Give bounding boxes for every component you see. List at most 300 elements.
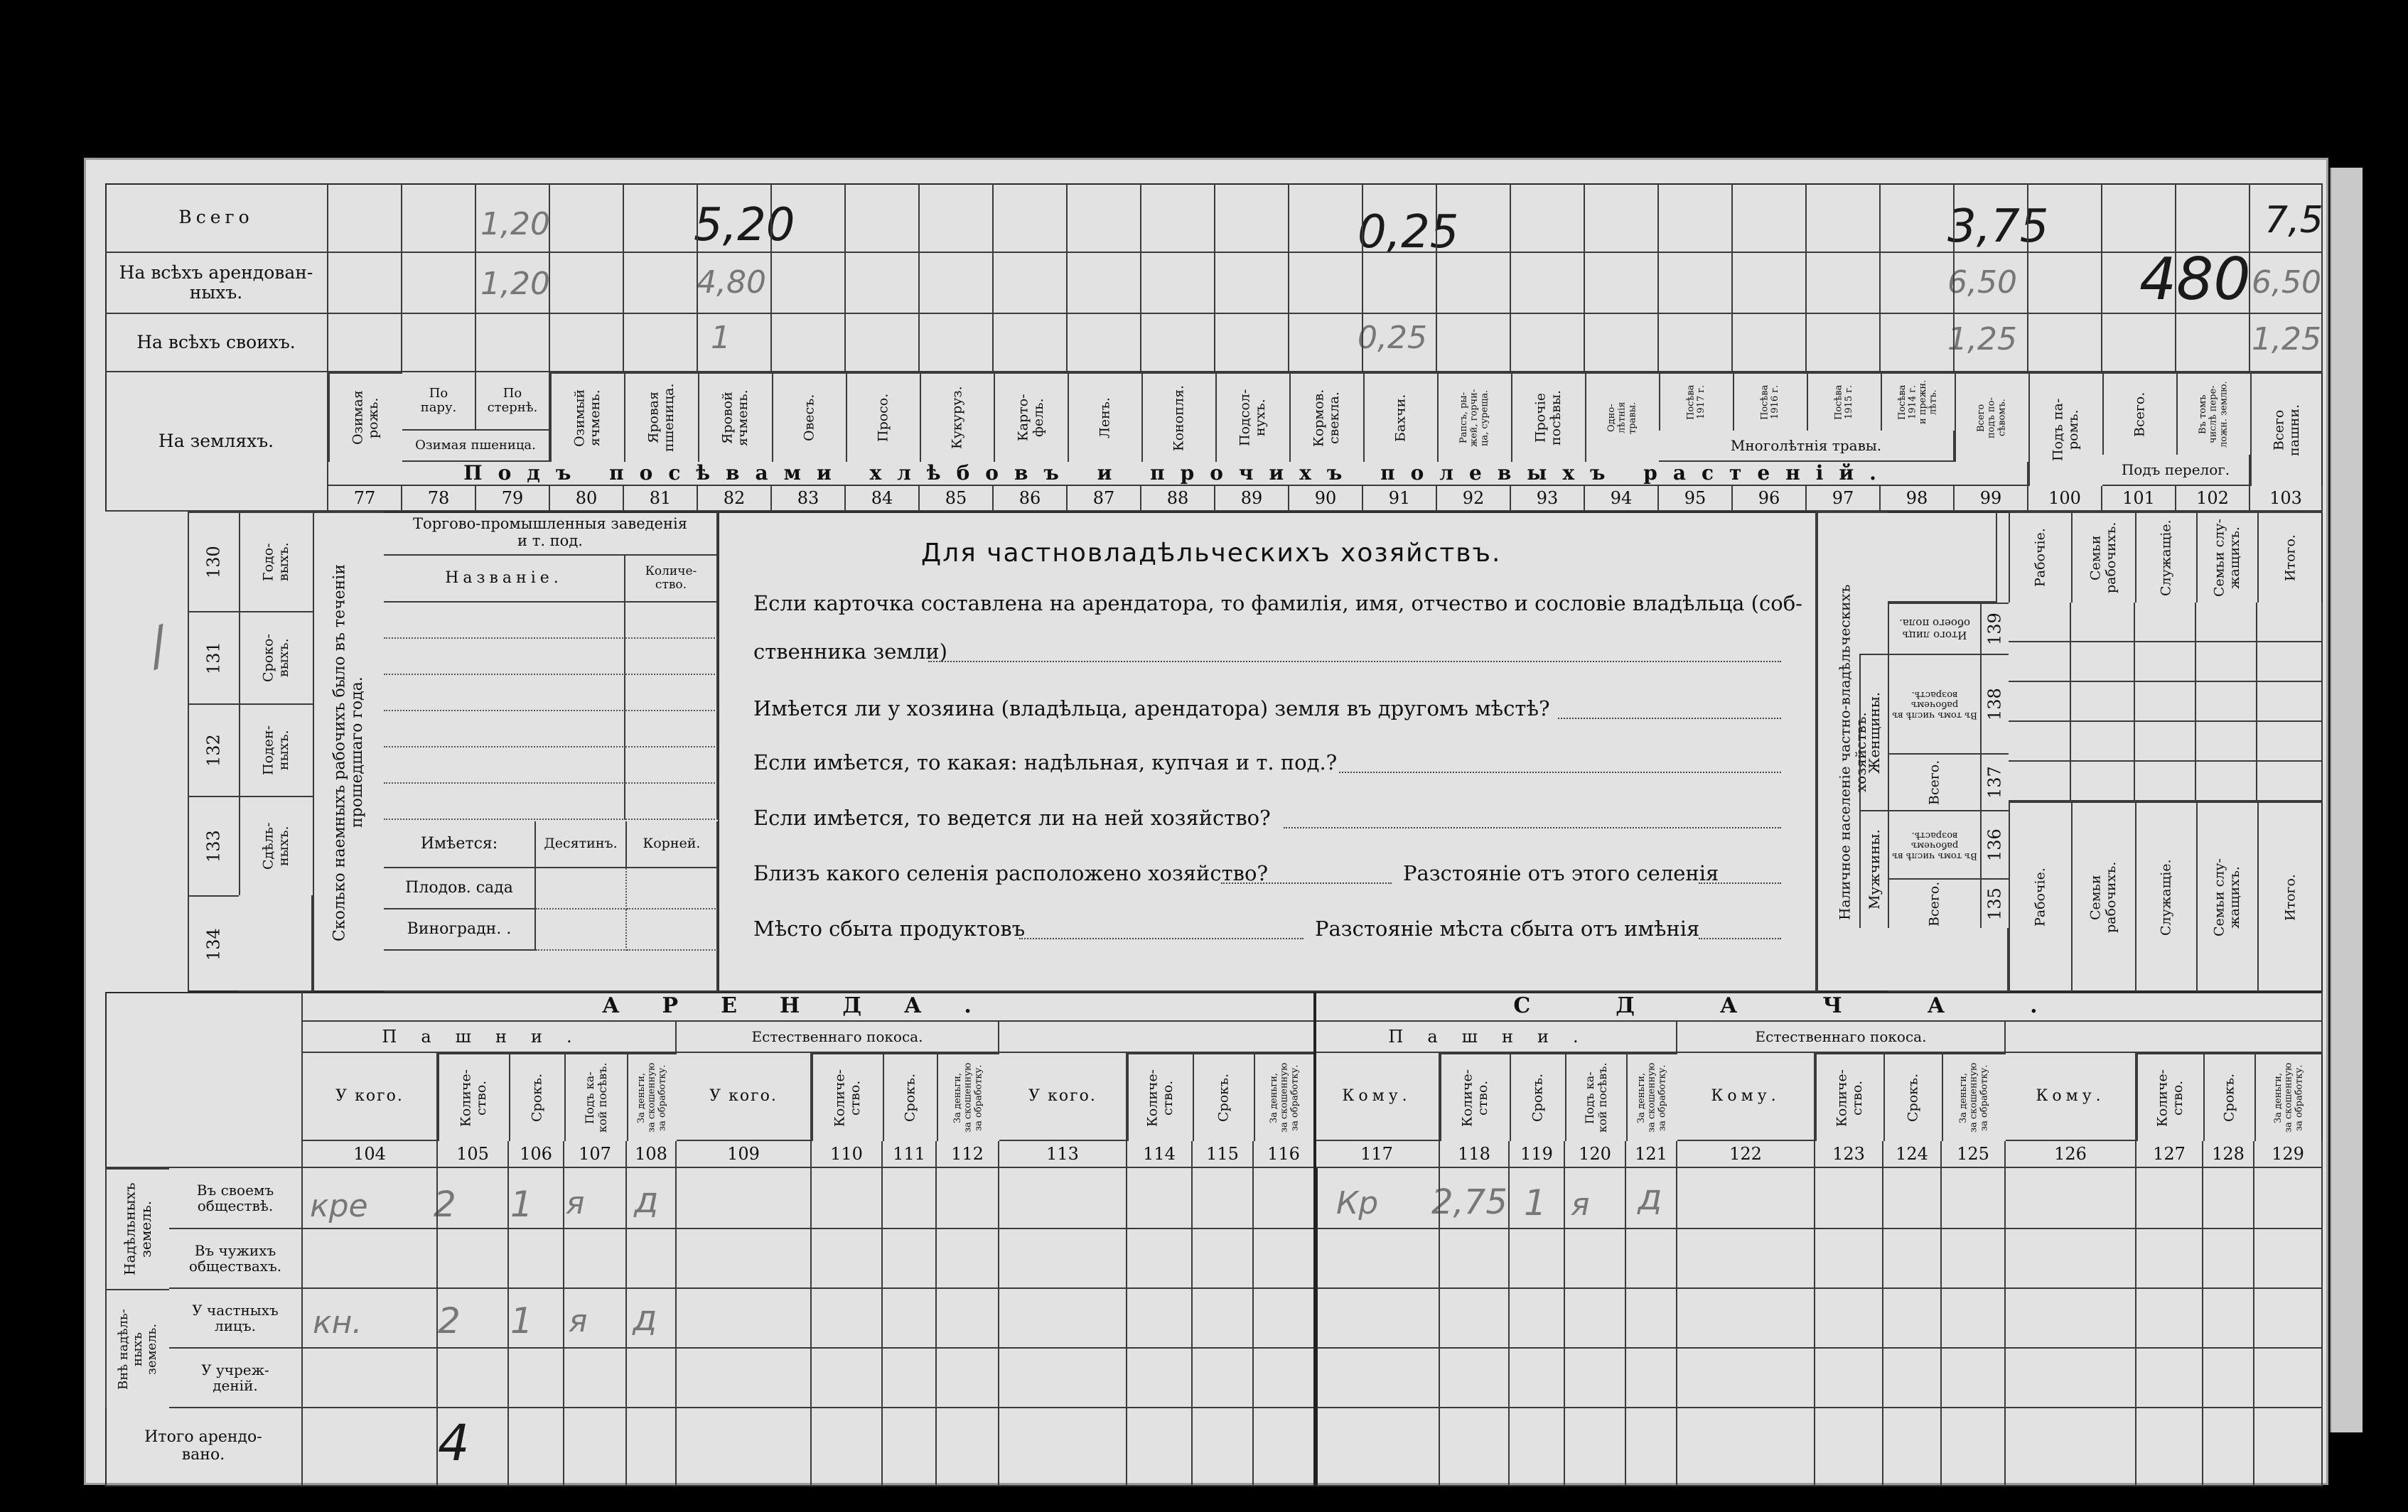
orchard-korney[interactable] — [627, 868, 718, 909]
lease-cell[interactable] — [1677, 1408, 1815, 1486]
lease-cell[interactable] — [1127, 1229, 1193, 1289]
crop-cell[interactable] — [2176, 253, 2250, 314]
column-number: 85 — [920, 486, 994, 512]
column-number: 100 — [2028, 486, 2102, 512]
crop-cell[interactable] — [328, 253, 402, 314]
lease-cell[interactable] — [1193, 1408, 1254, 1486]
hired-number: 130 — [188, 512, 239, 611]
lease-cell[interactable] — [999, 1229, 1127, 1289]
lease-cell[interactable] — [1254, 1289, 1315, 1349]
employee-cell[interactable] — [2135, 722, 2196, 762]
lease-cell[interactable] — [1127, 1349, 1193, 1408]
crop-cell[interactable] — [2102, 253, 2176, 314]
lease-cell[interactable] — [2203, 1168, 2254, 1229]
col-fallow: Подъ перелог. — [2102, 455, 2250, 486]
crop-cell[interactable] — [772, 253, 846, 314]
lease-cell[interactable] — [1565, 1408, 1626, 1486]
lease-cell[interactable] — [2203, 1229, 2254, 1289]
hw-own-community-term: 1 — [510, 1184, 533, 1225]
crop-cell[interactable] — [1437, 183, 1511, 253]
lease-cell[interactable] — [812, 1229, 883, 1289]
lease-cell[interactable] — [564, 1408, 627, 1486]
lease-cell[interactable] — [438, 1168, 509, 1229]
lease-cell[interactable] — [1677, 1229, 1815, 1289]
lease-cell[interactable] — [1254, 1168, 1315, 1229]
employee-cell[interactable] — [2071, 642, 2135, 682]
employee-cell[interactable] — [2071, 682, 2135, 722]
lease-cell[interactable] — [1315, 1349, 1440, 1408]
employee-cell[interactable] — [2196, 603, 2257, 642]
lease-cell[interactable] — [1440, 1229, 1510, 1289]
lease-cell[interactable] — [1440, 1349, 1510, 1408]
answer-village-distance[interactable] — [1699, 882, 1781, 884]
lease-cell[interactable] — [303, 1289, 438, 1349]
employee-cell[interactable] — [2009, 682, 2071, 722]
lease-cell[interactable] — [1942, 1168, 2006, 1229]
lease-col-header: Подъ ка- кой посѣвъ. — [564, 1053, 627, 1141]
lease-cell[interactable] — [812, 1289, 883, 1349]
lease-cell[interactable] — [677, 1289, 812, 1349]
crop-cell[interactable] — [1659, 183, 1733, 253]
lease-cell[interactable] — [2136, 1289, 2203, 1349]
lease-cell[interactable] — [509, 1229, 564, 1289]
crop-cell[interactable] — [1511, 183, 1585, 253]
employee-cell[interactable] — [2135, 762, 2196, 801]
trade-name-cell[interactable] — [384, 639, 625, 675]
column-number: 94 — [1585, 486, 1659, 512]
crop-cell[interactable] — [2176, 314, 2250, 372]
lease-col-header: Срокъ. — [2203, 1053, 2254, 1141]
crop-cell[interactable] — [328, 314, 402, 372]
crop-cell[interactable] — [994, 314, 1068, 372]
crop-cell[interactable] — [1068, 183, 1141, 253]
crop-cell[interactable] — [1585, 314, 1659, 372]
orchard-label: Плодов. сада — [384, 868, 536, 909]
lease-cell[interactable] — [509, 1168, 564, 1229]
crop-cell[interactable] — [1955, 183, 2028, 253]
trade-name-cell[interactable] — [384, 747, 625, 784]
lease-cell[interactable] — [438, 1289, 509, 1349]
lease-cell[interactable] — [677, 1168, 812, 1229]
lease-cell[interactable] — [2006, 1408, 2136, 1486]
crop-cell[interactable] — [772, 314, 846, 372]
sdacha-banner: СДАЧА. — [1315, 992, 2323, 1022]
lease-cell[interactable] — [627, 1349, 677, 1408]
lease-cell[interactable] — [1883, 1168, 1942, 1229]
employee-cell[interactable] — [2196, 762, 2257, 801]
lease-cell[interactable] — [1815, 1408, 1883, 1486]
lease-cell[interactable] — [2006, 1289, 2136, 1349]
col-grass-1915: Посѣва 1915 г. — [1807, 372, 1881, 431]
lease-cell[interactable] — [564, 1229, 627, 1289]
lease-cell[interactable] — [1440, 1408, 1510, 1486]
crop-cell[interactable] — [1289, 253, 1363, 314]
lease-cell[interactable] — [677, 1349, 812, 1408]
crop-cell[interactable] — [1437, 314, 1511, 372]
lease-cell[interactable] — [1510, 1289, 1565, 1349]
lease-cell[interactable] — [1510, 1408, 1565, 1486]
lease-cell[interactable] — [999, 1168, 1127, 1229]
lease-cell[interactable] — [1254, 1229, 1315, 1289]
lease-cell[interactable] — [1193, 1289, 1254, 1349]
lease-cell[interactable] — [1193, 1168, 1254, 1229]
lease-cell[interactable] — [1626, 1229, 1677, 1289]
lease-cell[interactable] — [1254, 1408, 1315, 1486]
crop-cell[interactable] — [1141, 253, 1215, 314]
lease-cell[interactable] — [509, 1408, 564, 1486]
crop-cell[interactable] — [2250, 314, 2323, 372]
lease-cell[interactable] — [2254, 1289, 2323, 1349]
crop-cell[interactable] — [2028, 253, 2102, 314]
lease-cell[interactable] — [1510, 1168, 1565, 1229]
crop-cell[interactable] — [1141, 183, 1215, 253]
lease-cell[interactable] — [2006, 1168, 2136, 1229]
trade-qty-cell[interactable] — [625, 603, 718, 639]
crop-cell[interactable] — [550, 183, 624, 253]
lease-cell[interactable] — [509, 1349, 564, 1408]
crop-cell[interactable] — [920, 314, 994, 372]
employee-header-top: Семьи рабочихъ. — [2071, 512, 2135, 603]
label-women-incl: Въ томъ числѣ въ рабочемъ возрастѣ. — [1888, 654, 1980, 753]
hw-let-crop: я — [1571, 1187, 1590, 1223]
crop-cell[interactable] — [476, 253, 550, 314]
lease-cell[interactable] — [1883, 1289, 1942, 1349]
crop-cell[interactable] — [1215, 183, 1289, 253]
answer-market[interactable] — [1019, 938, 1304, 939]
lease-cell[interactable] — [1942, 1229, 2006, 1289]
lease-cell[interactable] — [627, 1408, 677, 1486]
question-other-land: Имѣется ли у хозяина (владѣльца, арендатора) земля въ другомъ мѣстѣ? — [753, 696, 1550, 720]
crop-cell[interactable] — [476, 183, 550, 253]
crop-cell[interactable] — [2028, 314, 2102, 372]
lease-cell[interactable] — [1626, 1168, 1677, 1229]
crop-cell[interactable] — [1289, 183, 1363, 253]
lease-cell[interactable] — [937, 1408, 999, 1486]
crop-cell[interactable] — [624, 314, 698, 372]
lease-cell[interactable] — [1626, 1349, 1677, 1408]
crop-cell[interactable] — [1881, 183, 1955, 253]
crop-cell[interactable] — [1807, 253, 1881, 314]
lease-cell[interactable] — [999, 1408, 1127, 1486]
crop-cell[interactable] — [1659, 314, 1733, 372]
crop-cell[interactable] — [402, 253, 476, 314]
crop-cell[interactable] — [402, 183, 476, 253]
lease-cell[interactable] — [1127, 1408, 1193, 1486]
lease-col-number: 112 — [937, 1141, 999, 1168]
trade-qty-cell[interactable] — [625, 711, 718, 747]
lease-cell[interactable] — [883, 1229, 937, 1289]
trade-name-cell[interactable] — [384, 784, 625, 820]
crop-cell[interactable] — [1807, 183, 1881, 253]
lease-cell[interactable] — [1565, 1168, 1626, 1229]
lease-cell[interactable] — [677, 1229, 812, 1289]
lease-cell[interactable] — [1677, 1168, 1815, 1229]
lease-cell[interactable] — [438, 1408, 509, 1486]
crop-cell[interactable] — [846, 314, 920, 372]
employee-cell[interactable] — [2071, 762, 2135, 801]
employee-cell[interactable] — [2257, 722, 2323, 762]
crop-cell[interactable] — [550, 253, 624, 314]
crop-cell[interactable] — [1363, 253, 1437, 314]
lease-cell[interactable] — [1193, 1349, 1254, 1408]
trade-name-cell[interactable] — [384, 603, 625, 639]
crop-cell[interactable] — [2250, 253, 2323, 314]
employee-cell[interactable] — [2135, 682, 2196, 722]
lease-cell[interactable] — [2254, 1408, 2323, 1486]
employee-cell[interactable] — [2257, 762, 2323, 801]
crop-cell[interactable] — [1807, 314, 1881, 372]
question-market: Мѣсто сбыта продуктовъ — [753, 917, 1026, 941]
answer-owner-line[interactable] — [928, 661, 1781, 662]
lease-cell[interactable] — [2254, 1229, 2323, 1289]
crop-cell[interactable] — [1585, 253, 1659, 314]
trade-name-cell[interactable] — [384, 675, 625, 711]
lease-cell[interactable] — [937, 1289, 999, 1349]
employee-cell[interactable] — [2196, 722, 2257, 762]
lease-cell[interactable] — [1127, 1289, 1193, 1349]
lease-cell[interactable] — [2006, 1349, 2136, 1408]
hw-total-rye: 1,20 — [480, 206, 550, 242]
question-land-type: Если имѣется, то какая: надѣльная, купчая и т. под.? — [753, 750, 1338, 774]
lease-cell[interactable] — [1315, 1229, 1440, 1289]
lease-cell[interactable] — [1127, 1168, 1193, 1229]
crop-cell[interactable] — [1511, 314, 1585, 372]
lease-cell[interactable] — [1815, 1168, 1883, 1229]
employee-cell[interactable] — [2009, 722, 2071, 762]
crop-cell[interactable] — [1733, 253, 1807, 314]
answer-farming[interactable] — [1284, 827, 1781, 828]
lease-cell[interactable] — [1815, 1229, 1883, 1289]
lease-cell[interactable] — [303, 1349, 438, 1408]
crop-cell[interactable] — [402, 314, 476, 372]
lease-cell[interactable] — [1440, 1168, 1510, 1229]
lease-cell[interactable] — [999, 1349, 1127, 1408]
lease-cell[interactable] — [564, 1349, 627, 1408]
lease-cell[interactable] — [2136, 1408, 2203, 1486]
hired-number: 133 — [188, 796, 239, 895]
lease-cell[interactable] — [1883, 1229, 1942, 1289]
lease-cell[interactable] — [627, 1289, 677, 1349]
crop-cell[interactable] — [846, 183, 920, 253]
lease-cell[interactable] — [1883, 1349, 1942, 1408]
crop-cell[interactable] — [1437, 253, 1511, 314]
lease-cell[interactable] — [812, 1349, 883, 1408]
lease-cell[interactable] — [1315, 1408, 1440, 1486]
employee-cell[interactable] — [2196, 682, 2257, 722]
lease-cell[interactable] — [303, 1408, 438, 1486]
lease-cell[interactable] — [1565, 1229, 1626, 1289]
col-oats: Овесъ. — [772, 372, 846, 462]
lease-cell[interactable] — [1626, 1408, 1677, 1486]
crop-cell[interactable] — [1659, 253, 1733, 314]
lease-cell[interactable] — [627, 1229, 677, 1289]
trade-qty-cell[interactable] — [625, 675, 718, 711]
col-total-plow: Всего пашни. — [2250, 372, 2323, 486]
lease-cell[interactable] — [1315, 1289, 1440, 1349]
crop-cell[interactable] — [846, 253, 920, 314]
crop-cell[interactable] — [698, 253, 772, 314]
crop-cell[interactable] — [698, 183, 772, 253]
col-melons: Бахчи. — [1363, 372, 1437, 462]
lease-col-header: Кому. — [1677, 1053, 1815, 1141]
lease-cell[interactable] — [1254, 1349, 1315, 1408]
crop-cell[interactable] — [2250, 183, 2323, 253]
lease-cell[interactable] — [2136, 1168, 2203, 1229]
crop-cell[interactable] — [1585, 183, 1659, 253]
lease-cell[interactable] — [1565, 1349, 1626, 1408]
employee-cell[interactable] — [2071, 722, 2135, 762]
lease-cell[interactable] — [1942, 1289, 2006, 1349]
lease-cell[interactable] — [1565, 1289, 1626, 1349]
employee-cell[interactable] — [2009, 603, 2071, 642]
lease-cell[interactable] — [812, 1408, 883, 1486]
col-grass-1916: Посѣва 1916 г. — [1733, 372, 1807, 431]
crop-cell[interactable] — [1215, 253, 1289, 314]
lease-cell[interactable] — [2203, 1349, 2254, 1408]
crop-cell[interactable] — [476, 314, 550, 372]
employee-cell[interactable] — [2009, 762, 2071, 801]
lease-cell[interactable] — [2203, 1408, 2254, 1486]
crop-cell[interactable] — [550, 314, 624, 372]
lease-cell[interactable] — [2254, 1168, 2323, 1229]
lease-cell[interactable] — [1677, 1289, 1815, 1349]
lease-cell[interactable] — [1883, 1408, 1942, 1486]
crop-cell[interactable] — [698, 314, 772, 372]
label-women-total: Всего. — [1888, 753, 1980, 810]
vne-label: Внѣ надѣль- ныхъ земель. — [105, 1289, 169, 1408]
crop-cell[interactable] — [1363, 314, 1437, 372]
lease-cell[interactable] — [937, 1168, 999, 1229]
lease-cell[interactable] — [1677, 1349, 1815, 1408]
lease-cell[interactable] — [564, 1168, 627, 1229]
lease-cell[interactable] — [438, 1229, 509, 1289]
population-number: 136 — [1980, 810, 2009, 878]
lease-cell[interactable] — [1942, 1408, 2006, 1486]
crop-cell[interactable] — [1363, 183, 1437, 253]
employee-cell[interactable] — [2257, 682, 2323, 722]
crop-cell[interactable] — [1733, 183, 1807, 253]
crop-cell[interactable] — [2102, 314, 2176, 372]
lease-cell[interactable] — [883, 1349, 937, 1408]
lease-cell[interactable] — [1942, 1349, 2006, 1408]
lease-cell[interactable] — [1440, 1289, 1510, 1349]
hired-type[interactable] — [239, 895, 313, 992]
crop-cell[interactable] — [1955, 314, 2028, 372]
employee-cell[interactable] — [2196, 642, 2257, 682]
crop-cell[interactable] — [920, 253, 994, 314]
crop-cell[interactable] — [624, 183, 698, 253]
lease-cell[interactable] — [303, 1229, 438, 1289]
lease-cell[interactable] — [2203, 1289, 2254, 1349]
employee-cell[interactable] — [2135, 603, 2196, 642]
lease-cell[interactable] — [677, 1408, 812, 1486]
crop-cell[interactable] — [1289, 314, 1363, 372]
lease-cell[interactable] — [883, 1408, 937, 1486]
col-steam: Подъ па- ромъ. — [2028, 372, 2102, 486]
lease-cell[interactable] — [1193, 1229, 1254, 1289]
vineyard-korney[interactable] — [627, 909, 718, 951]
crop-cell[interactable] — [1881, 253, 1955, 314]
lease-cell[interactable] — [883, 1289, 937, 1349]
employee-header-top: Итого. — [2257, 512, 2323, 603]
trade-name-cell[interactable] — [384, 711, 625, 747]
trade-qty-cell[interactable] — [625, 747, 718, 784]
lease-cell[interactable] — [999, 1289, 1127, 1349]
lease-cell[interactable] — [937, 1229, 999, 1289]
lease-col-number: 113 — [999, 1141, 1127, 1168]
pashni-sdacha: Пашни. — [1315, 1022, 1677, 1053]
employee-cell[interactable] — [2135, 642, 2196, 682]
crop-cell[interactable] — [2028, 183, 2102, 253]
crop-cell[interactable] — [328, 183, 402, 253]
answer-other-land[interactable] — [1558, 718, 1781, 719]
answer-land-type[interactable] — [1339, 772, 1781, 773]
employee-cell[interactable] — [2071, 603, 2135, 642]
lease-cell[interactable] — [2254, 1349, 2323, 1408]
lease-cell[interactable] — [1315, 1168, 1440, 1229]
crop-cell[interactable] — [994, 253, 1068, 314]
lease-cell[interactable] — [509, 1289, 564, 1349]
crop-cell[interactable] — [624, 253, 698, 314]
answer-market-distance[interactable] — [1699, 938, 1781, 939]
under-crops-banner: Подъ посѣвами хлѣбовъ и прочихъ полевыхъ растенiй. — [328, 462, 2028, 486]
crop-cell[interactable] — [994, 183, 1068, 253]
crop-cell[interactable] — [1511, 253, 1585, 314]
vineyard-desyatin[interactable] — [536, 909, 627, 951]
lease-cell[interactable] — [2006, 1229, 2136, 1289]
crop-cell[interactable] — [1141, 314, 1215, 372]
lease-cell[interactable] — [1510, 1349, 1565, 1408]
lease-cell[interactable] — [1510, 1229, 1565, 1289]
crop-cell[interactable] — [772, 183, 846, 253]
lease-cell[interactable] — [1626, 1289, 1677, 1349]
lease-col-header: За деньги, за скошенную за обработку. — [627, 1053, 677, 1141]
lease-cell[interactable] — [2136, 1229, 2203, 1289]
lease-cell[interactable] — [1815, 1349, 1883, 1408]
lease-cell[interactable] — [564, 1289, 627, 1349]
employee-cell[interactable] — [2257, 642, 2323, 682]
lease-col-number: 121 — [1626, 1141, 1677, 1168]
orchard-desyatin[interactable] — [536, 868, 627, 909]
lease-cell[interactable] — [883, 1168, 937, 1229]
crop-cell[interactable] — [2176, 183, 2250, 253]
column-number: 93 — [1511, 486, 1585, 512]
lease-col-number: 123 — [1815, 1141, 1883, 1168]
lease-cell[interactable] — [627, 1168, 677, 1229]
trade-qty-cell[interactable] — [625, 639, 718, 675]
answer-village[interactable] — [1221, 882, 1392, 884]
lease-cell[interactable] — [438, 1349, 509, 1408]
employee-cell[interactable] — [2009, 642, 2071, 682]
crop-cell[interactable] — [1068, 253, 1141, 314]
lease-cell[interactable] — [2136, 1349, 2203, 1408]
lease-cell[interactable] — [937, 1349, 999, 1408]
lease-cell[interactable] — [1815, 1289, 1883, 1349]
lease-cell[interactable] — [812, 1168, 883, 1229]
employee-cell[interactable] — [2257, 603, 2323, 642]
crop-cell[interactable] — [1955, 253, 2028, 314]
column-number: 83 — [772, 486, 846, 512]
crop-cell[interactable] — [1733, 314, 1807, 372]
hw-own-plow: 1,25 — [2252, 321, 2321, 357]
crop-cell[interactable] — [920, 183, 994, 253]
crop-cell[interactable] — [1215, 314, 1289, 372]
trade-qty-cell[interactable] — [625, 784, 718, 820]
crop-cell[interactable] — [1881, 314, 1955, 372]
crop-cell[interactable] — [1068, 314, 1141, 372]
crop-cell[interactable] — [2102, 183, 2176, 253]
lease-cell[interactable] — [303, 1168, 438, 1229]
